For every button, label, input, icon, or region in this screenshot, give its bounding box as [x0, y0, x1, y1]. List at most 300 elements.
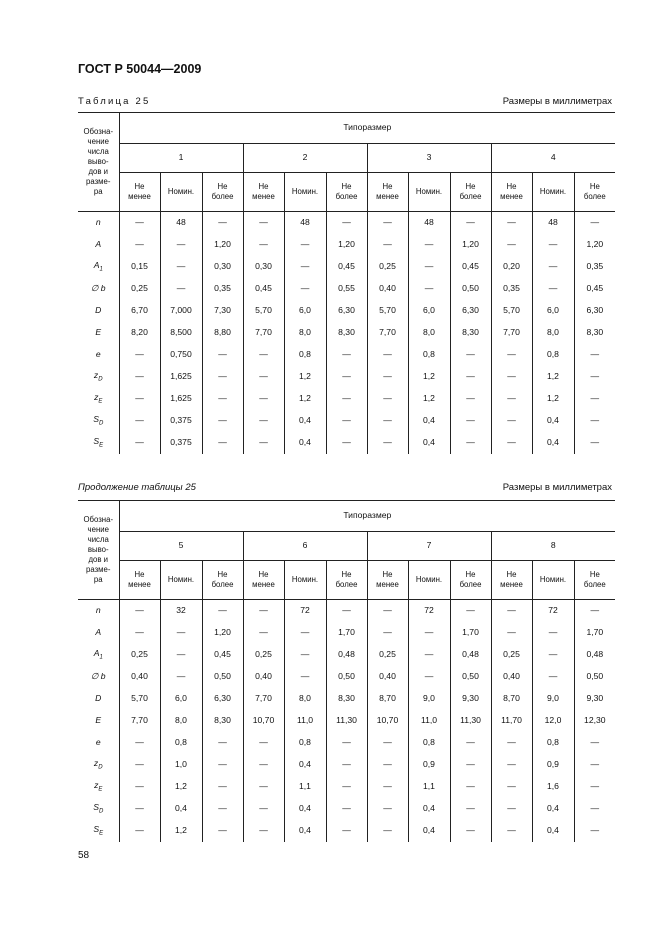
table-cell: 8,30: [326, 322, 367, 344]
table-cell: —: [284, 622, 326, 644]
subheader-cell: Не более: [202, 173, 243, 212]
table-cell: —: [284, 666, 326, 688]
table-cell: —: [135, 605, 144, 616]
subheader-cell: Номин.: [284, 561, 326, 600]
row-label-symbol: S: [93, 801, 99, 812]
table-cell: 1,70: [326, 622, 367, 644]
units-note: Размеры в миллиметрах: [502, 96, 612, 107]
table-cell: —: [135, 415, 144, 426]
document-title: ГОСТ Р 50044—2009: [78, 62, 202, 76]
table-cell: 1,2: [160, 820, 202, 842]
table-cell: 1,625: [160, 388, 202, 410]
table-cell: —: [408, 234, 450, 256]
table-cell: —: [408, 644, 450, 666]
table-cell: —: [491, 234, 532, 256]
table-cell: —: [367, 732, 408, 754]
table-cell: 0,4: [532, 410, 574, 432]
table-cell: —: [202, 366, 243, 388]
table-row: [78, 256, 615, 278]
table-cell: —: [243, 622, 284, 644]
row-label-subscript: E: [99, 830, 104, 837]
table-cell: —: [326, 732, 367, 754]
size-header: 5: [119, 532, 243, 561]
table-cell: —: [243, 344, 284, 366]
row-label-subscript: D: [98, 376, 103, 383]
table-cell: 1,2: [532, 366, 574, 388]
row-label-symbol: S: [93, 413, 99, 424]
table-cell: —: [491, 432, 532, 454]
table-row: [78, 688, 615, 710]
table-cell: 7,70: [491, 322, 532, 344]
table-cell: 0,375: [160, 432, 202, 454]
table-cell: —: [367, 820, 408, 842]
table-cell: —: [408, 666, 450, 688]
table-cell: —: [135, 737, 144, 748]
table-cell: —: [202, 388, 243, 410]
table-cell: —: [160, 234, 202, 256]
table-cell: 1,2: [532, 388, 574, 410]
row-label: [78, 256, 119, 278]
table-cell: —: [450, 776, 491, 798]
row-label-symbol: e: [95, 737, 101, 748]
table-cell: —: [450, 344, 491, 366]
table-cell: —: [408, 278, 450, 300]
table-cell: —: [284, 644, 326, 666]
table-cell: —: [367, 388, 408, 410]
subheader-cell: Не менее: [491, 173, 532, 212]
group-header: Типоразмер: [119, 501, 615, 532]
subheader-cell: Не менее: [243, 561, 284, 600]
table-cell: —: [202, 820, 243, 842]
table-cell: 7,000: [160, 300, 202, 322]
table-cell: —: [243, 754, 284, 776]
table-cell: —: [532, 622, 574, 644]
subheader-cell: Не менее: [367, 561, 408, 600]
table-cell: 7,70: [131, 715, 148, 726]
table-row: [78, 322, 615, 344]
table-cell: 10,70: [243, 710, 284, 732]
table-cell: —: [202, 212, 243, 235]
table-cell: —: [367, 600, 408, 623]
table-cell: 0,40: [243, 666, 284, 688]
table-cell: —: [491, 212, 532, 235]
table-cell: 0,48: [326, 644, 367, 666]
table-cell: 8,20: [131, 327, 148, 338]
table-cell: —: [135, 239, 144, 250]
table-cell: —: [326, 776, 367, 798]
table-cell: —: [243, 820, 284, 842]
table-cell: —: [326, 798, 367, 820]
table-cell: —: [450, 432, 491, 454]
table-cell: 0,48: [450, 644, 491, 666]
row-label: [78, 820, 119, 842]
table-cell: 6,0: [408, 300, 450, 322]
table-cell: 1,20: [450, 234, 491, 256]
row-label: [78, 366, 119, 388]
subheader-cell: Не более: [326, 561, 367, 600]
table-cell: 0,40: [131, 671, 148, 682]
table-cell: 1,20: [202, 234, 243, 256]
table-cell: 6,30: [202, 688, 243, 710]
table-cell: —: [491, 776, 532, 798]
subheader-cell: Не менее: [119, 561, 160, 600]
table-cell: 0,9: [532, 754, 574, 776]
table-cell: 48: [160, 212, 202, 235]
table-cell: 72: [284, 600, 326, 623]
table-cell: 5,70: [491, 300, 532, 322]
table-cell: —: [326, 410, 367, 432]
page-number: 58: [78, 850, 90, 861]
table-row: [78, 666, 615, 688]
table-cell: 0,40: [367, 666, 408, 688]
table-cell: 0,35: [491, 278, 532, 300]
table-cell: 12,30: [574, 710, 615, 732]
table-cell: 0,4: [532, 798, 574, 820]
table-cell: —: [202, 776, 243, 798]
table-cell: —: [450, 754, 491, 776]
row-label: [78, 776, 119, 798]
table-cell: 0,9: [408, 754, 450, 776]
row-label-symbol: E: [95, 327, 102, 338]
row-label: [78, 732, 119, 754]
table-cell: —: [202, 410, 243, 432]
table-cell: —: [202, 344, 243, 366]
table-caption: Таблица 25: [78, 96, 151, 107]
subheader-cell: Номин.: [408, 173, 450, 212]
row-label: [78, 388, 119, 410]
table-cell: —: [160, 278, 202, 300]
table-cell: 0,4: [284, 754, 326, 776]
size-header: 8: [491, 532, 615, 561]
table-cell: 8,500: [160, 322, 202, 344]
table-cell: 8,0: [284, 322, 326, 344]
subheader-cell: Не более: [574, 173, 615, 212]
table-cell: —: [491, 820, 532, 842]
table-cell: 8,30: [202, 710, 243, 732]
table-cell: —: [491, 344, 532, 366]
table-cell: —: [532, 666, 574, 688]
table-cell: —: [367, 432, 408, 454]
table-cell: 32: [160, 600, 202, 623]
group-header: Типоразмер: [119, 113, 615, 144]
table-cell: —: [135, 437, 144, 448]
table-cell: —: [574, 432, 615, 454]
row-label: [78, 798, 119, 820]
table-cell: —: [160, 644, 202, 666]
size-header: 7: [367, 532, 491, 561]
subheader-cell: Не более: [450, 561, 491, 600]
table-cell: —: [491, 410, 532, 432]
units-note: Размеры в миллиметрах: [502, 482, 612, 493]
table-cell: 1,625: [160, 366, 202, 388]
table-cell: —: [450, 366, 491, 388]
table-cell: 0,25: [131, 649, 148, 660]
table-cell: —: [160, 622, 202, 644]
table-cell: 1,20: [202, 622, 243, 644]
table-cell: —: [491, 366, 532, 388]
table-cell: —: [367, 344, 408, 366]
table-cell: 0,25: [367, 644, 408, 666]
table-cell: 48: [284, 212, 326, 235]
table-cell: —: [367, 212, 408, 235]
table-cell: —: [574, 212, 615, 235]
subheader-cell: Не менее: [367, 173, 408, 212]
table-cell: 11,30: [450, 710, 491, 732]
table-cell: —: [574, 344, 615, 366]
table-cell: —: [326, 754, 367, 776]
table-cell: —: [532, 278, 574, 300]
table-cell: 0,4: [284, 432, 326, 454]
table-cell: 0,4: [284, 798, 326, 820]
table-cell: —: [450, 600, 491, 623]
table-cell: 8,30: [574, 322, 615, 344]
table-cell: 0,4: [532, 820, 574, 842]
table-row: [78, 432, 615, 454]
row-label: [78, 234, 119, 256]
row-label-symbol: z: [94, 779, 99, 790]
row-label: [78, 300, 119, 322]
table-row: [78, 622, 615, 644]
subheader-cell: Не менее: [243, 173, 284, 212]
table-continuation-caption: Продолжение таблицы 25: [78, 482, 196, 493]
table-cell: 0,25: [131, 283, 148, 294]
dimensions-table-1: [78, 112, 615, 454]
table-row: [78, 732, 615, 754]
table-cell: 0,35: [202, 278, 243, 300]
table-cell: 0,375: [160, 410, 202, 432]
table-cell: 0,45: [243, 278, 284, 300]
table-cell: —: [574, 410, 615, 432]
size-header: 6: [243, 532, 367, 561]
table-cell: 8,70: [367, 688, 408, 710]
table-cell: 0,4: [408, 432, 450, 454]
row-label-symbol: D: [95, 305, 102, 316]
table-cell: 0,50: [574, 666, 615, 688]
table-cell: —: [243, 366, 284, 388]
table-row: [78, 820, 615, 842]
corner-header: Обозна- чение числа выво- дов и разме- ра: [78, 113, 119, 212]
table-cell: 0,50: [326, 666, 367, 688]
table-cell: 0,4: [160, 798, 202, 820]
row-label: [78, 644, 119, 666]
table-cell: —: [326, 432, 367, 454]
table-cell: 0,45: [326, 256, 367, 278]
row-label-symbol: A: [93, 647, 100, 658]
table-row: [78, 600, 615, 623]
table-cell: —: [367, 622, 408, 644]
table-row: [78, 644, 615, 666]
table-row: [78, 776, 615, 798]
table-cell: 0,8: [284, 732, 326, 754]
table-cell: —: [491, 754, 532, 776]
subheader-cell: Номин.: [532, 173, 574, 212]
table-cell: —: [450, 732, 491, 754]
table-cell: —: [367, 366, 408, 388]
subheader-cell: Не менее: [491, 561, 532, 600]
table-cell: 0,30: [202, 256, 243, 278]
table-cell: —: [491, 622, 532, 644]
table-cell: —: [243, 600, 284, 623]
table-cell: 0,8: [532, 344, 574, 366]
table-cell: 0,4: [408, 410, 450, 432]
table-cell: 0,50: [450, 666, 491, 688]
table-cell: 0,45: [574, 278, 615, 300]
row-label-subscript: 1: [99, 654, 103, 661]
table-cell: 8,0: [160, 710, 202, 732]
table-cell: 1,2: [408, 366, 450, 388]
row-label: [78, 600, 119, 623]
table-cell: 0,50: [202, 666, 243, 688]
table-cell: —: [574, 798, 615, 820]
table-cell: —: [408, 256, 450, 278]
table-cell: 1,2: [284, 366, 326, 388]
row-label-subscript: D: [98, 420, 104, 427]
table-cell: 7,30: [202, 300, 243, 322]
table-cell: 72: [408, 600, 450, 623]
table-cell: 5,70: [131, 693, 148, 704]
table-cell: —: [243, 212, 284, 235]
table-cell: —: [160, 666, 202, 688]
row-label-subscript: D: [98, 764, 103, 771]
table-cell: 0,30: [243, 256, 284, 278]
subheader-cell: Не более: [574, 561, 615, 600]
table-cell: —: [574, 820, 615, 842]
table-cell: 9,30: [450, 688, 491, 710]
table-cell: 7,70: [367, 322, 408, 344]
table-cell: —: [574, 366, 615, 388]
table-cell: —: [284, 234, 326, 256]
table-cell: —: [574, 388, 615, 410]
row-label-subscript: D: [98, 808, 104, 815]
table-cell: 0,25: [243, 644, 284, 666]
table-cell: —: [243, 432, 284, 454]
table-row: [78, 212, 615, 235]
table-cell: 0,45: [450, 256, 491, 278]
table-cell: 0,4: [532, 432, 574, 454]
table-row: [78, 410, 615, 432]
table-cell: —: [326, 820, 367, 842]
table-cell: 9,0: [408, 688, 450, 710]
row-label: [78, 754, 119, 776]
table-cell: —: [326, 344, 367, 366]
table-cell: 1,2: [408, 388, 450, 410]
table-cell: 0,50: [450, 278, 491, 300]
table-cell: —: [367, 776, 408, 798]
table-cell: 11,0: [408, 710, 450, 732]
size-header: 2: [243, 144, 367, 173]
table-cell: 0,55: [326, 278, 367, 300]
table-cell: —: [574, 732, 615, 754]
table-row: [78, 300, 615, 322]
table-cell: 0,40: [367, 278, 408, 300]
table-cell: 1,20: [574, 234, 615, 256]
table-cell: —: [135, 371, 144, 382]
table-cell: —: [135, 349, 144, 360]
table-cell: 0,4: [408, 798, 450, 820]
table-cell: —: [202, 432, 243, 454]
table-cell: 1,1: [284, 776, 326, 798]
table-cell: —: [284, 278, 326, 300]
row-label: [78, 322, 119, 344]
table-cell: —: [243, 798, 284, 820]
table-cell: —: [243, 776, 284, 798]
table-cell: 0,15: [131, 261, 148, 272]
table-cell: —: [367, 234, 408, 256]
row-label: [78, 710, 119, 732]
table-cell: —: [450, 212, 491, 235]
table-cell: —: [532, 644, 574, 666]
row-label: [78, 622, 119, 644]
table-cell: —: [491, 600, 532, 623]
table-cell: 5,70: [243, 300, 284, 322]
table-cell: —: [326, 366, 367, 388]
table-cell: 6,30: [326, 300, 367, 322]
table-cell: —: [135, 217, 144, 228]
table-cell: —: [450, 798, 491, 820]
table-cell: —: [135, 393, 144, 404]
row-label: [78, 344, 119, 366]
table-cell: 0,25: [491, 644, 532, 666]
table-cell: 0,45: [202, 644, 243, 666]
table-cell: —: [326, 388, 367, 410]
table-cell: —: [450, 388, 491, 410]
table-cell: —: [367, 410, 408, 432]
table-cell: —: [574, 754, 615, 776]
row-label-subscript: E: [98, 398, 103, 405]
subheader-cell: Не более: [450, 173, 491, 212]
table-cell: 11,30: [326, 710, 367, 732]
table-cell: —: [326, 212, 367, 235]
table-cell: 8,0: [408, 322, 450, 344]
table-cell: 1,2: [160, 776, 202, 798]
table-cell: 8,0: [284, 688, 326, 710]
table-cell: 1,6: [532, 776, 574, 798]
row-label-symbol: ∅ b: [90, 283, 106, 294]
subheader-cell: Номин.: [160, 173, 202, 212]
table-cell: —: [202, 754, 243, 776]
table-cell: 8,30: [450, 322, 491, 344]
row-label: [78, 688, 119, 710]
table-cell: —: [202, 600, 243, 623]
table-cell: —: [243, 234, 284, 256]
table-cell: —: [574, 776, 615, 798]
table-cell: —: [243, 732, 284, 754]
table-cell: 8,70: [491, 688, 532, 710]
row-label-symbol: A: [95, 627, 102, 638]
table-cell: —: [135, 803, 144, 814]
table-cell: 6,0: [284, 300, 326, 322]
table-cell: 0,40: [491, 666, 532, 688]
table-cell: 1,70: [450, 622, 491, 644]
table-cell: 0,25: [367, 256, 408, 278]
table-cell: 1,1: [408, 776, 450, 798]
table-row: [78, 710, 615, 732]
table-cell: —: [160, 256, 202, 278]
subheader-cell: Номин.: [160, 561, 202, 600]
row-label-subscript: 1: [99, 266, 103, 273]
table-row: [78, 344, 615, 366]
subheader-cell: Номин.: [408, 561, 450, 600]
table-cell: 6,0: [532, 300, 574, 322]
table-row: [78, 234, 615, 256]
table-cell: —: [135, 781, 144, 792]
table-cell: —: [532, 256, 574, 278]
dimensions-table-2: [78, 500, 615, 842]
subheader-cell: Не более: [202, 561, 243, 600]
table-cell: 11,0: [284, 710, 326, 732]
row-label-subscript: E: [98, 786, 103, 793]
table-cell: 1,20: [326, 234, 367, 256]
